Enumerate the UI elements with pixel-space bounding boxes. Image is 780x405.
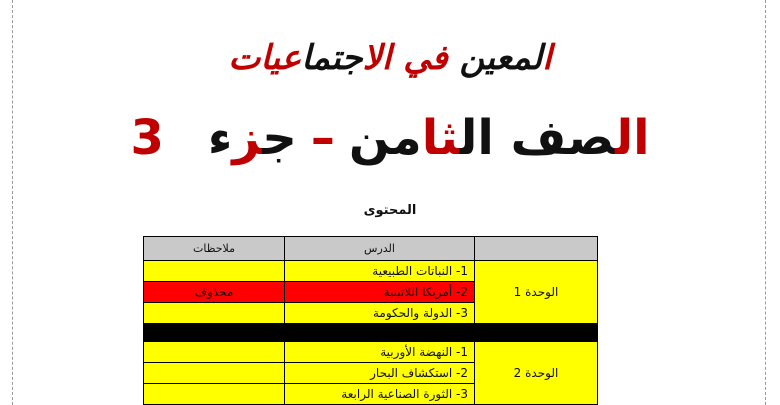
header-lesson: الدرس [285,237,475,261]
subtitle-segment: الا [362,38,392,78]
lesson-note: محذوف [144,282,285,303]
title-segment: ء [207,110,233,166]
subtitle-segment [391,38,403,78]
content-label: المحتوى [363,203,417,218]
contents-table [143,236,598,405]
subtitle-segment: لمعين [447,38,543,78]
lesson-note [144,363,285,384]
unit-separator [144,324,598,342]
lesson-note [144,384,285,405]
lesson-title: 1- النهضة الأوربية [285,342,475,363]
lesson-title: 1- النباتات الطبيعية [285,261,475,282]
unit-label: الوحدة 1 [475,261,598,324]
title-segment: من [348,110,422,166]
title-segment: ز [232,110,263,166]
header-notes: ملاحظات [144,237,285,261]
lesson-note [144,261,285,282]
header-unit [475,237,598,261]
title-dash: – [310,110,335,166]
title-segment: ف ال [459,110,568,166]
lesson-title: 3- الدولة والحكومة [285,303,475,324]
document-subtitle [0,36,780,80]
lesson-title: 2- استكشاف البحار [285,363,475,384]
subtitle-segment: عيات [228,38,302,78]
subtitle-segment: ا [542,38,552,78]
lesson-title: 2- أمريكا اللاتينية [285,282,475,303]
part-number: 3 [130,110,164,166]
document-title [0,108,780,168]
title-segment: ثا [421,110,460,166]
table-header-row [144,237,598,261]
unit-label: الوحدة 2 [475,342,598,405]
subtitle-segment: جتما [301,38,363,78]
table-row [144,342,598,363]
table-row [144,261,598,282]
lesson-title: 3- الثورة الصناعية الرابعة [285,384,475,405]
title-segment: ج [262,110,297,166]
title-segment: ص [567,110,616,166]
title-segment: ال [615,110,650,166]
lesson-note [144,303,285,324]
subtitle-segment: في [403,38,448,78]
lesson-note [144,342,285,363]
unit-separator-row [144,324,598,342]
